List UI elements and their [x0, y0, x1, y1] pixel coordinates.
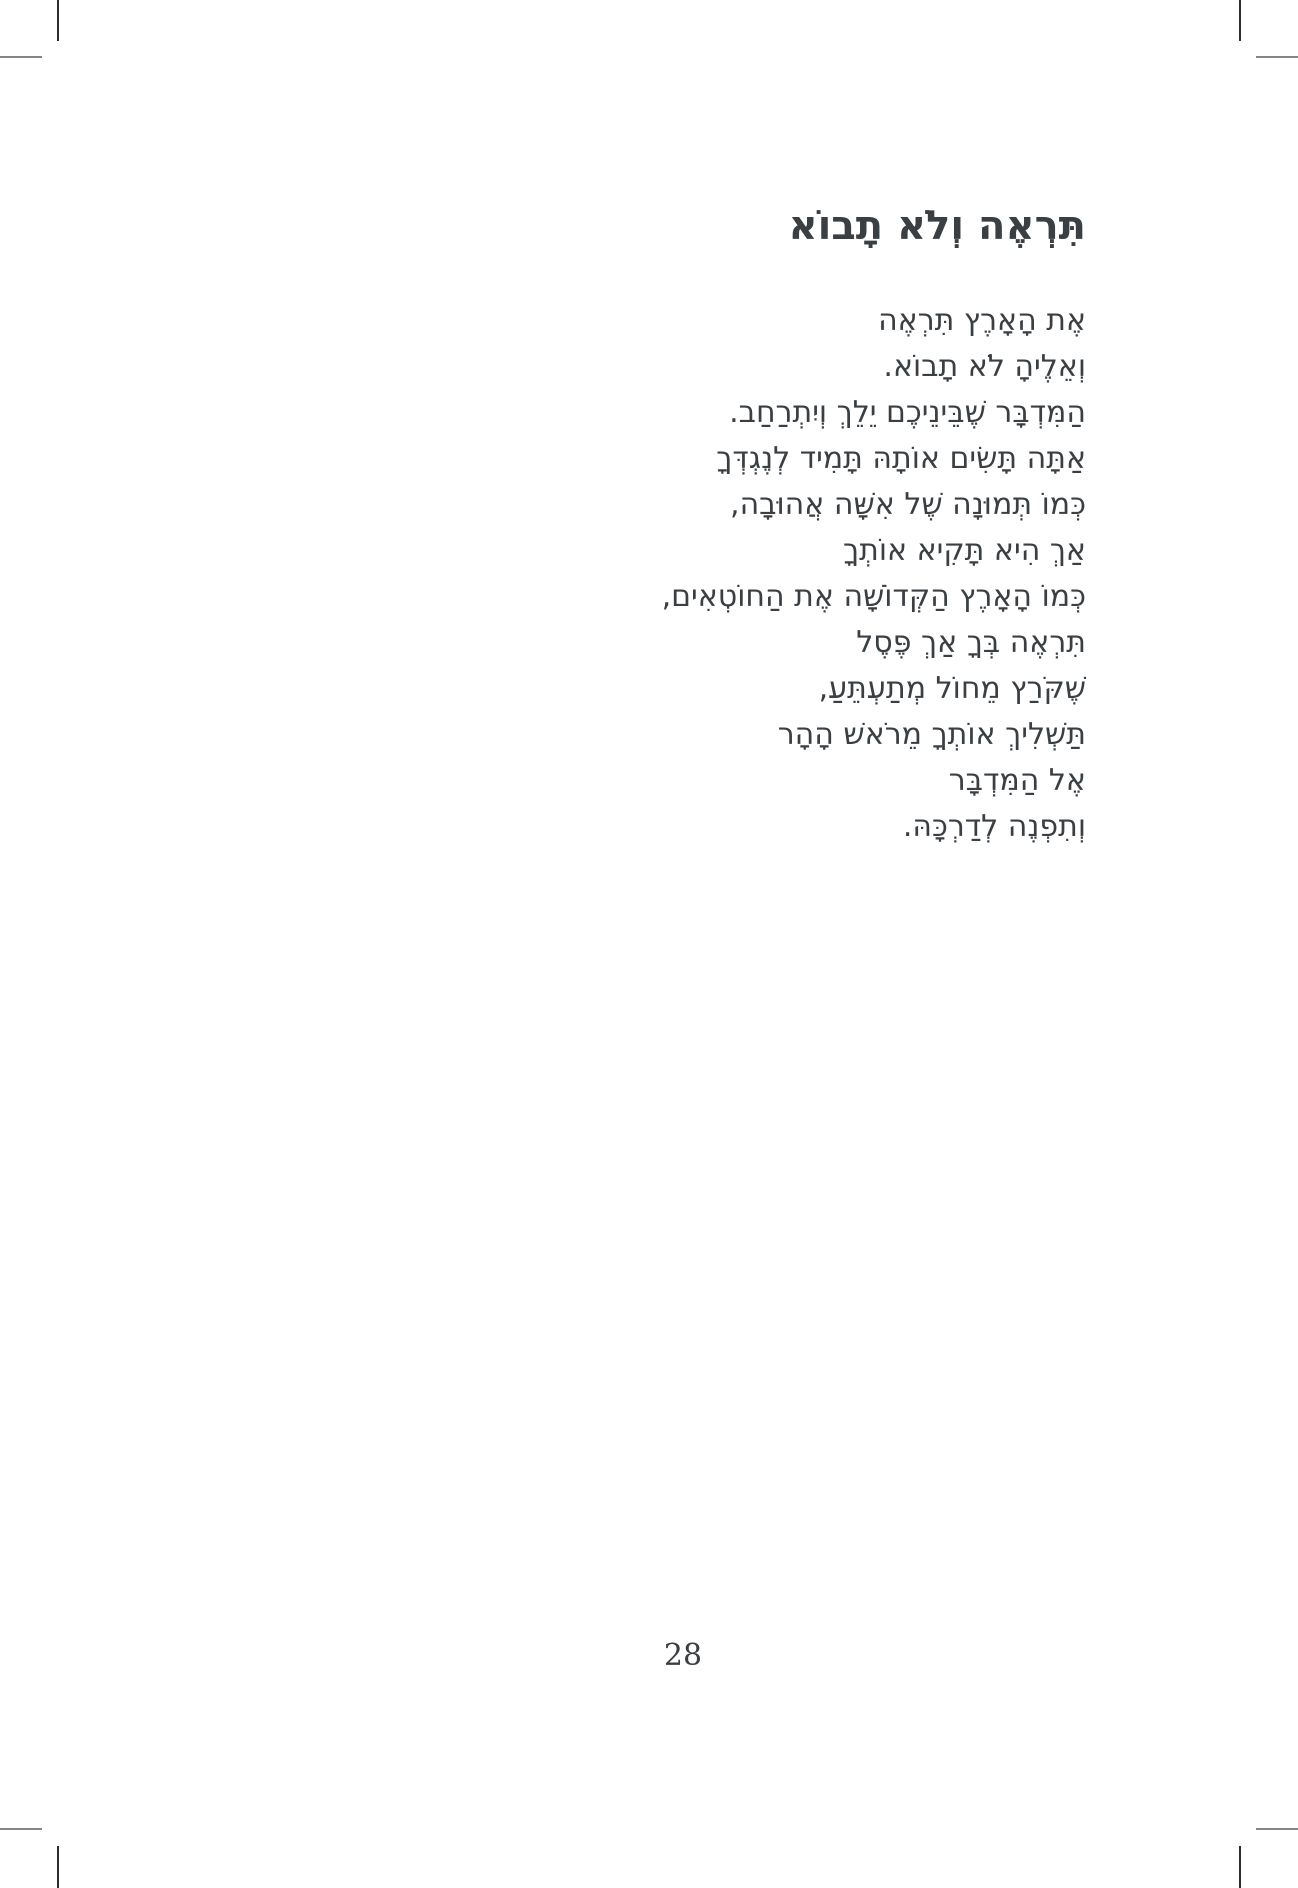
- poem-line: תִּרְאֶה בְּךָ אַךְ פֶּסֶל: [856, 625, 1086, 660]
- poem-line: אַתָּה תָּשִׂים אוֹתָהּ תָּמִיד לְנֶגְדְּךָ: [716, 441, 1086, 476]
- crop-mark-bottom-right-vertical: [1239, 1846, 1241, 1888]
- page-number: 28: [663, 1638, 703, 1673]
- poem-line: תַּשְׁלִיךְ אוֹתְךָ מֵרֹאשׁ הָהָר: [777, 717, 1086, 752]
- crop-mark-top-right-vertical: [1239, 0, 1241, 41]
- poem-line: כְּמוֹ הָאָרֶץ הַקְּדוֹשָׁה אֶת הַחוֹטְאִים,: [661, 579, 1086, 614]
- crop-mark-bottom-left-horizontal: [0, 1828, 42, 1830]
- poem-line: אַךְ הִיא תָּקִיא אוֹתְךָ: [843, 533, 1086, 568]
- poem-line: וְאֵלֶיהָ לֹא תָבוֹא.: [883, 349, 1086, 384]
- crop-mark-top-left-vertical: [57, 0, 59, 41]
- poem-line: וְתִפְנֶה לְדַרְכָּהּ.: [902, 809, 1086, 844]
- crop-mark-bottom-left-vertical: [57, 1846, 59, 1888]
- poem-body: [386, 298, 1086, 850]
- poem-line: אֶל הַמִּדְבָּר: [948, 763, 1086, 798]
- poem-line: אֶת הָאָרֶץ תִּרְאֶה: [878, 303, 1086, 338]
- poem-line: שֶׁקֹּרַץ מֵחוֹל מְתַעְתֵּעַ,: [818, 671, 1086, 706]
- crop-mark-bottom-right-horizontal: [1256, 1828, 1298, 1830]
- poem: [386, 198, 1086, 850]
- crop-mark-top-left-horizontal: [0, 56, 42, 58]
- crop-mark-top-right-horizontal: [1256, 56, 1298, 58]
- poem-line: כְּמוֹ תְּמוּנָה שֶׁל אִשָּׁה אֲהוּבָה,: [730, 487, 1086, 522]
- poem-title: תִּרְאֶה וְלֹא תָבוֹא: [788, 203, 1086, 249]
- poem-line: הַמִּדְבָּר שֶׁבֵּינֵיכֶם יֵלֵךְ וְיִתְרַחַב.: [729, 395, 1086, 430]
